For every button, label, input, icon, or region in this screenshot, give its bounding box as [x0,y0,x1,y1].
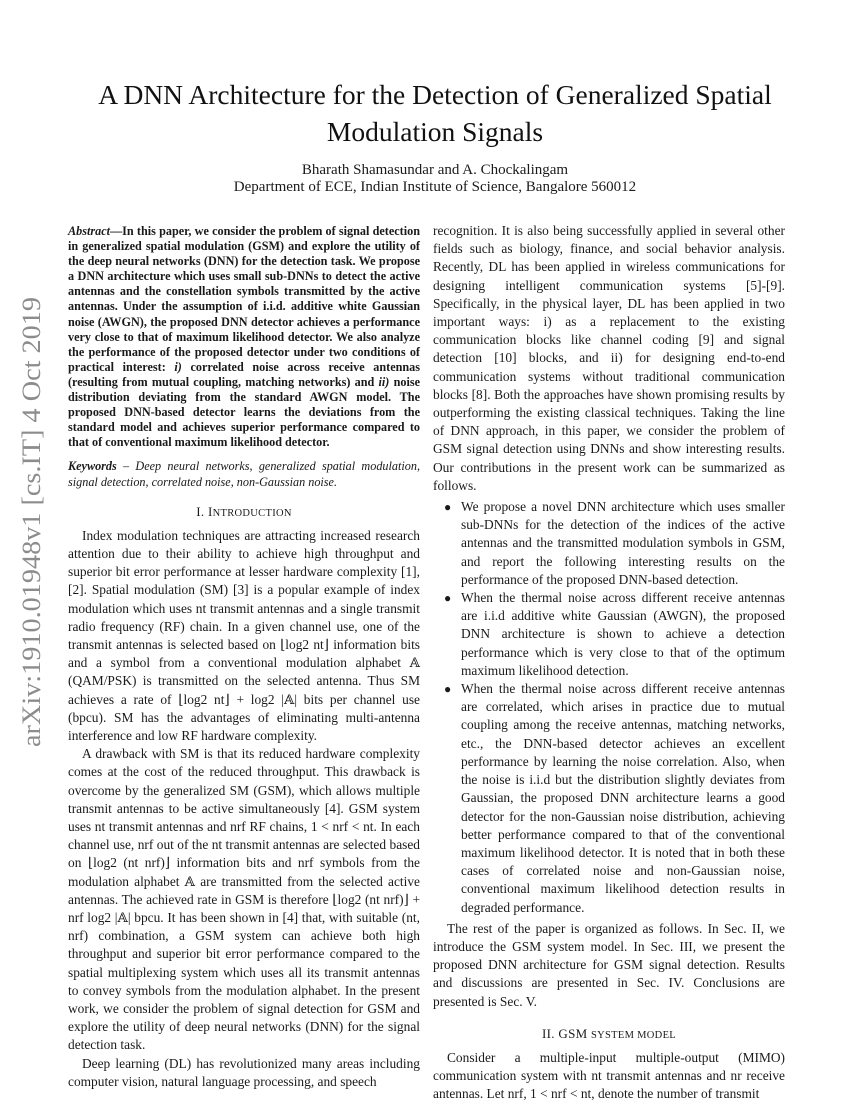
contribution-text: When the thermal noise across different receive antennas are i.i.d additive white Gaussian (AWGN), the proposed DNN architecture is shown to achieve a detection performance which is very close to that of the optimum maximum likelihood detection. [461,590,785,678]
contribution-item [444,589,785,680]
intro-paragraph-1: Index modulation techniques are attracting increased research attention due to their ability to achieve high throughput and superior bit error performance at lesser hardware complexity [1],[2]. Spatial modulation (SM) [3] is a popular example of index modulation which uses nt transmit antennas and a single transmit radio frequency (RF) chain. In a given channel use, one of the transmit antennas is selected based on ⌊log2 nt⌋ information bits and a symbol from a conventional modulation alphabet 𝔸 (QAM/PSK) is transmitted on the selected antenna. Thus SM achieves a rate of ⌊log2 nt⌋ + log2 |𝔸| bits per channel use (bpcu). SM has the advantages of eliminating multi-antenna interference and low RF hardware complexity. [68,527,420,744]
keywords-label: Keywords [68,459,117,474]
abstract-text-1: —In this paper, we consider the problem of signal detection in generalized spatial modulation (GSM) and explore the utility of the deep neural networks (DNN) for the detection task. We propose a DNN architecture which uses small sub-DNNs to detect the active antennas and the constellation symbols transmitted by the active antennas. Under the assumption of i.i.d. additive white Gaussian noise (AWGN), the proposed DNN detector achieves a performance very close to that of maximum likelihood detector. We also analyze the performance of the proposed detector under two conditions of practical interest: [68,224,420,374]
section1-title-rest: NTRODUCTION [212,507,292,519]
section2-title-main: GSM [558,1025,588,1041]
keywords [68,459,420,490]
left-column [68,224,420,1091]
abstract-text-2: correlated noise across receive antennas (resulting from mutual coupling, matching networks) and [68,359,421,389]
intro-continuation: recognition. It is also being successfully applied in several other fields such as biology, finance, and social behavior analysis. Recently, DL has been applied in wireless communications for designing intelligent communication systems [5]-[9]. Specifically, in the physical layer, DL has been applied in two important ways: i) as a replacement to the existing communication blocks like channel coding [9] and signal detection [10] blocks, and ii) for designing end-to-end communication systems without traditional communication blocks [8]. Both the approaches have shown promising results by outperforming the existing classical techniques. Taking the line of DNN approach, in this paper, we consider the problem of GSM signal detection using DNNs and show interesting results. Our contributions in the present work can be summarized as follows. [433,223,785,493]
bullet-icon: ● [444,500,452,515]
contribution-text: When the thermal noise across different receive antennas are correlated, which arises in practice due to mutual coupling among the receive antennas, matching networks, etc., the DNN-based detector achieves an excellent performance by learning the noise correlation. Also, when the noise is i.i.d but the distribution slightly deviates from Gaussian, the proposed DNN architecture learns a good detector for the non-Gaussian noise distribution, achieving better performance compared to that of the conventional maximum likelihood detector. It is noted that in both these cases of correlated noise and non-Gaussian noise, conventional maximum likelihood detection results in degraded performance. [461,681,785,915]
intro-paragraph-3: Deep learning (DL) has revolutionized many areas including computer vision, natural language processing, and speech [68,1055,420,1089]
intro-paragraph-2: A drawback with SM is that its reduced hardware complexity comes at the cost of the reduced throughput. This drawback is overcome by the generalized SM (GSM), which allows multiple transmit antennas to be active simultaneously [4]. GSM system uses nt transmit antennas and nrf RF chains, 1 < nrf < nt. In each channel use, nrf out of the nt transmit antennas are selected based on ⌊log2 (nt nrf)⌋ information bits and nrf symbols from the modulation alphabet 𝔸 are transmitted from the selected active antennas. The achieved rate in GSM is therefore ⌊log2 (nt nrf)⌋ + nrf log2 |𝔸| bpcu. It has been shown in [4] that, with suitable (nt, nrf) combination, a GSM system can achieve both high throughput and superior bit error performance compared to the spatial multiplexing system which uses all its transmit antennas to convey symbols from the modulation alphabet. In the present work, we consider the problem of signal detection for GSM and explore the utility of deep neural networks (DNN) for the signal detection task. [68,746,420,1053]
section-heading-introduction [68,503,420,523]
section1-title-first: I [207,503,213,519]
paper-title: A DNN Architecture for the Detection of Generalized Spatial Modulation Signals [98,79,772,147]
contribution-item [444,498,785,589]
paper-authors: Bharath Shamasundar and A. Chockalingam [301,162,569,178]
abstract [68,224,420,450]
right-column [433,222,785,1104]
section2-title-rest: SYSTEM MODEL [591,1029,676,1041]
section1-numeral: I. [196,503,205,519]
abstract-label: Abstract [68,224,110,238]
arxiv-stamp [8,285,52,755]
system-model-paragraph: Consider a multiple-input multiple-output (MIMO) communication system with nt transmit antennas and nr receive antennas. Let nrf, 1 < nrf < nt, denote the number of transmit [433,1049,785,1102]
abstract-marker-ii: ii) [378,374,390,389]
contribution-text: We propose a novel DNN architecture which uses smaller sub-DNNs for the detection of the indices of the active antennas and the transmitted modulation symbols in GSM, and report the following interesting results on the performance of the proposed DNN-based detection. [461,499,785,587]
organization-paragraph: The rest of the paper is organized as follows. In Sec. II, we introduce the GSM system model. In Sec. III, we present the proposed DNN architecture for GSM signal detection. Results and discussions are presented in Sec. IV. Conclusions are presented is Sec. V. [433,920,785,1009]
arxiv-stamp-text: arXiv:1910.01948v1 [cs.IT] 4 Oct 2019 [17,332,46,747]
section-heading-system-model [433,1025,785,1045]
paper-affiliation: Department of ECE, Indian Institute of Science, Bangalore 560012 [233,179,637,195]
contributions-list [433,498,785,917]
section2-numeral: II. [542,1025,555,1041]
contribution-item [444,680,785,917]
keywords-text: – Deep neural networks, generalized spatial modulation, signal detection, correlated noise, non-Gaussian noise. [68,459,420,489]
bullet-icon: ● [444,682,452,697]
bullet-icon: ● [444,591,452,606]
arxiv-stamp-svg [8,285,52,755]
abstract-text-3: noise distribution deviating from the standard AWGN model. The proposed DNN-based detector learns the deviations from the standard model and achieves superior performance compared to that of conventional maximum likelihood detector. [68,374,421,450]
abstract-marker-i: i) [174,359,182,374]
